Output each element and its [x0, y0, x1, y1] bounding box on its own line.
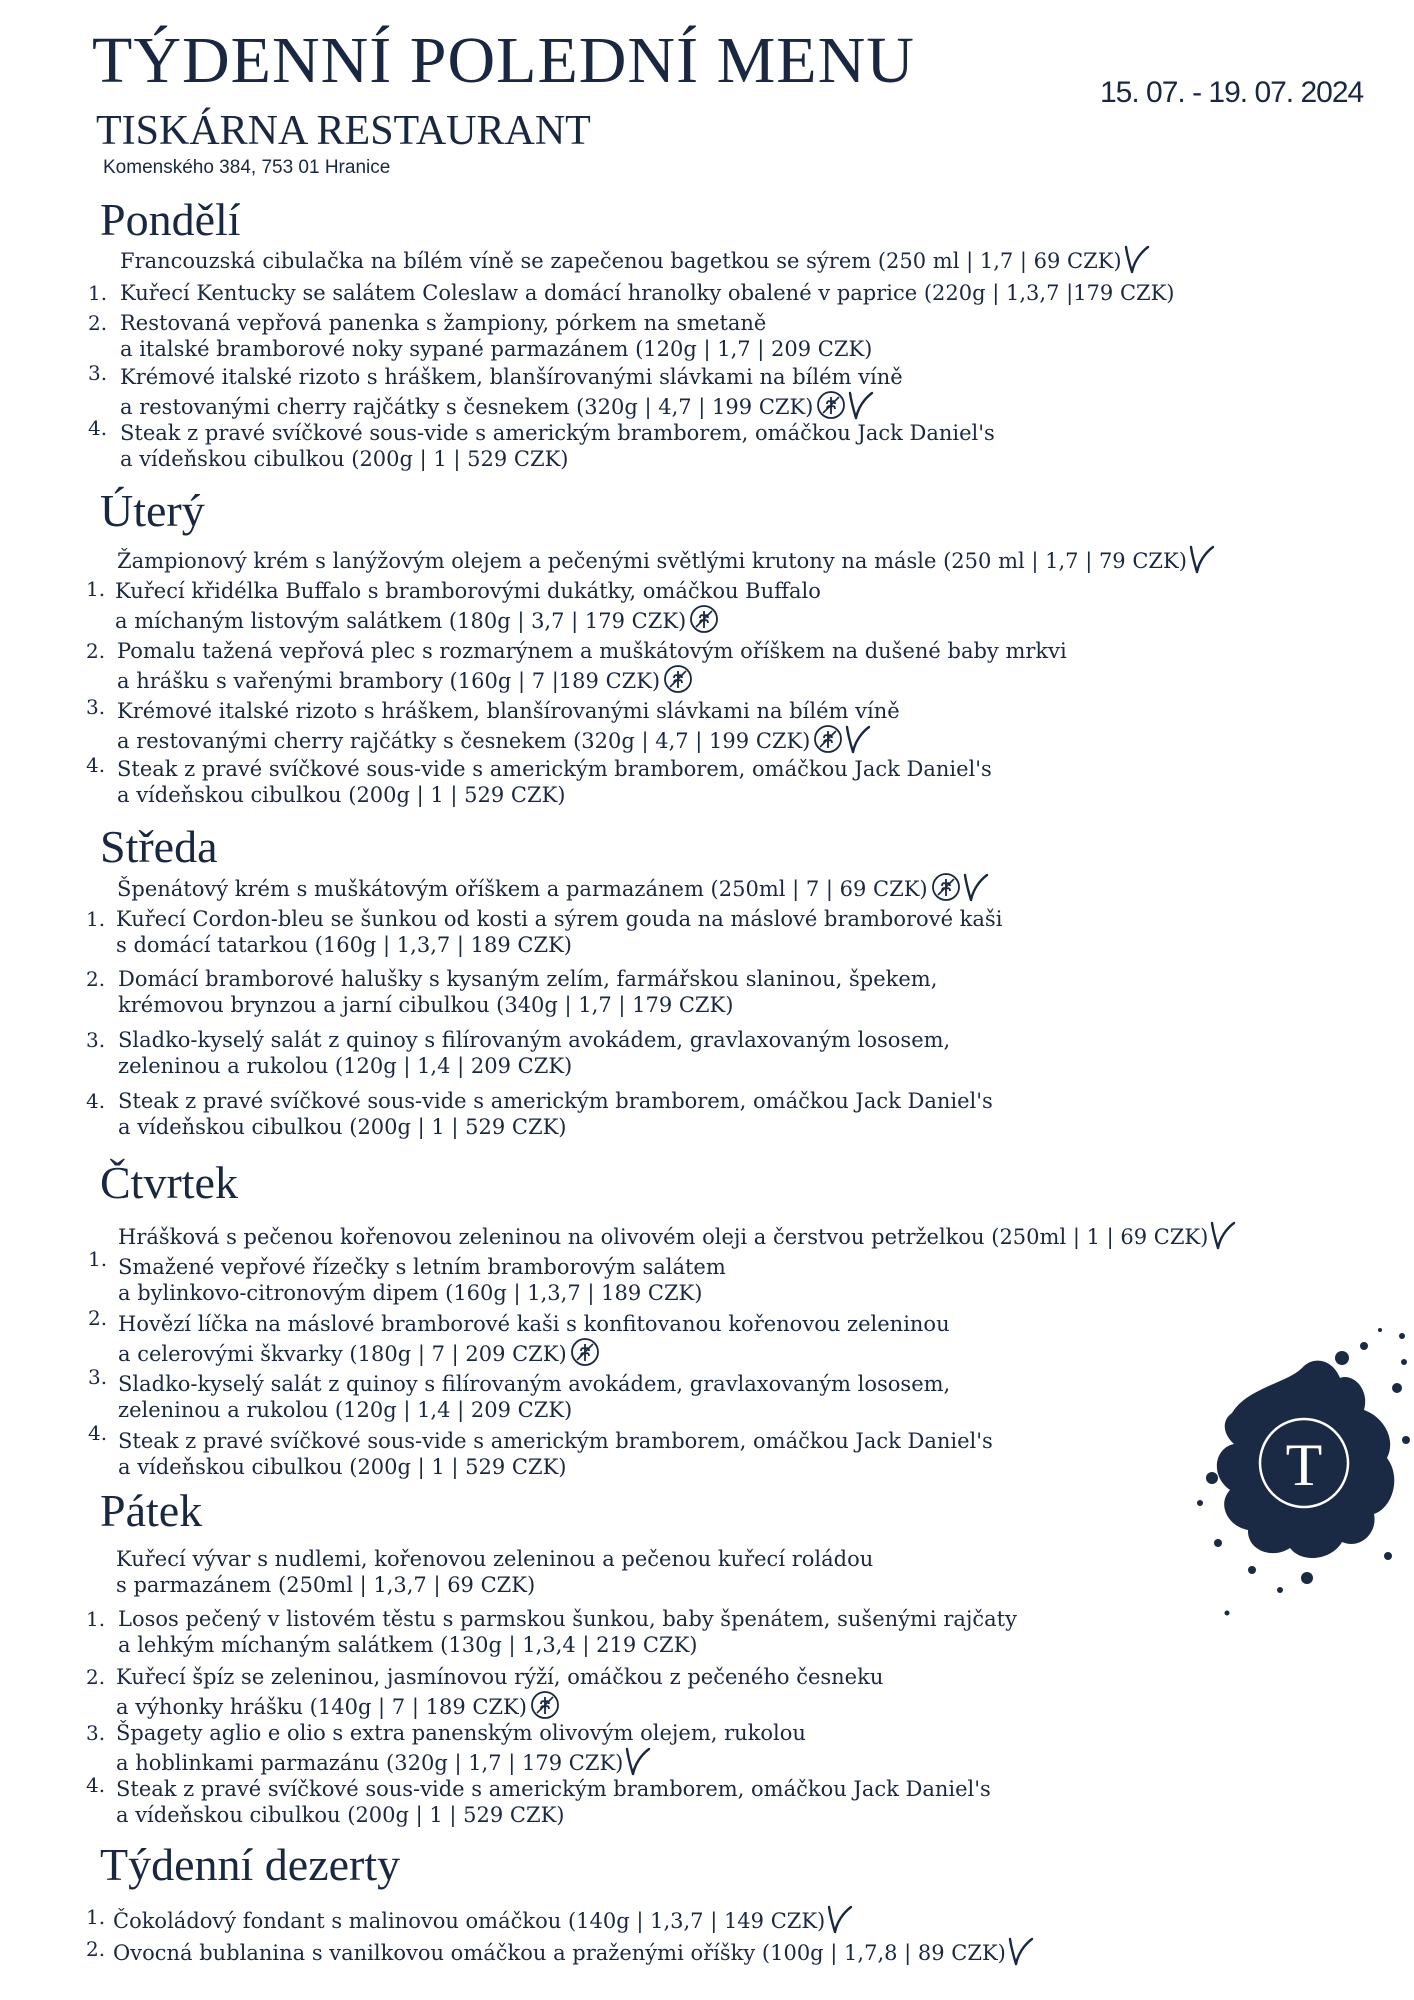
item-number: 1. — [86, 907, 106, 931]
logo-letter: T — [1285, 1432, 1323, 1498]
soup-wednesday: Špenátový krém s muškátovým oříškem a parmazánem (250ml | 7 | 69 CZK) — [117, 872, 989, 902]
day-title-thursday: Čtvrtek — [100, 1157, 238, 1208]
gluten-free-icon — [816, 390, 846, 420]
gluten-free-icon — [663, 664, 693, 694]
menu-item-monday-2: Restovaná vepřová panenka s žampiony, pórkem na smetaně a italské bramborové noky sypané parmazánem (120g | 1,7 | 209 CZK) — [120, 311, 873, 361]
item-number: 4. — [88, 1421, 108, 1445]
gluten-free-icon — [689, 604, 719, 634]
gluten-free-icon — [813, 724, 843, 754]
menu-item-friday-3: Špagety aglio e olio s extra panenským olivovým olejem, rukolou a hoblinkami parmazánu (320g | 1,7 | 179 CZK) — [116, 1721, 806, 1775]
soup-friday: Kuřecí vývar s nudlemi, kořenovou zeleninou a pečenou kuřecí roládou s parmazánem (250ml | 1,3,7 | 69 CZK) — [116, 1547, 874, 1597]
item-number: 4. — [86, 753, 106, 777]
menu-item-wednesday-4: Steak z pravé svíčkové sous-vide s americkým bramborem, omáčkou Jack Daniel's a vídeňskou cibulkou (200g | 1 | 529 CZK) — [118, 1089, 993, 1139]
day-title-tuesday: Úterý — [100, 485, 205, 536]
dessert-item-2: Ovocná bublanina s vanilkovou omáčkou a praženými oříšky (100g | 1,7,8 | 89 CZK) — [113, 1936, 1034, 1966]
leaf-icon — [963, 872, 989, 902]
menu-item-thursday-3: Sladko-kyselý salát z quinoy s filírovaným avokádem, gravlaxovaným lososem, zeleninou a rukolou (120g | 1,4 | 209 CZK) — [118, 1372, 951, 1422]
leaf-icon — [848, 390, 874, 420]
day-title-wednesday: Středa — [100, 821, 218, 872]
menu-item-wednesday-3: Sladko-kyselý salát z quinoy s filírovaným avokádem, gravlaxovaným lososem, zeleninou a rukolou (120g | 1,4 | 209 CZK) — [118, 1028, 951, 1078]
day-title-friday: Pátek — [100, 1485, 203, 1536]
item-number: 1. — [86, 577, 106, 601]
menu-item-tuesday-1: Kuřecí křidélka Buffalo s bramborovými dukátky, omáčkou Buffalo a míchaným listovým salátkem (180g | 3,7 | 179 CZK) — [115, 579, 821, 633]
item-number: 2. — [86, 1665, 106, 1689]
soup-thursday: Hrášková s pečenou kořenovou zeleninou na olivovém oleji a čerstvou petrželkou (250ml | 1 | 69 CZK) — [118, 1220, 1236, 1250]
gluten-free-icon — [530, 1690, 560, 1720]
item-number: 3. — [88, 1365, 108, 1389]
item-number: 2. — [86, 1937, 106, 1961]
item-number: 2. — [88, 1306, 108, 1330]
item-number: 3. — [88, 361, 108, 385]
gluten-free-icon — [570, 1337, 600, 1367]
item-number: 1. — [86, 1905, 106, 1929]
item-number: 1. — [88, 1247, 108, 1271]
gluten-free-icon — [931, 872, 961, 902]
menu-item-friday-4: Steak z pravé svíčkové sous-vide s americkým bramborem, omáčkou Jack Daniel's a vídeňskou cibulkou (200g | 1 | 529 CZK) — [116, 1777, 991, 1827]
restaurant-address: Komenského 384, 753 01 Hranice — [103, 157, 391, 178]
menu-item-tuesday-2: Pomalu tažená vepřová plec s rozmarýnem a muškátovým oříškem na dušené baby mrkvi a hrášku s vařenými brambory (160g | 7 |189 CZK) — [117, 639, 1067, 693]
soup-tuesday: Žampionový krém s lanýžovým olejem a pečenými světlými krutony na másle (250 ml | 1,7 | 79 CZK) — [117, 544, 1215, 574]
menu-item-wednesday-2: Domácí bramborové halušky s kysaným zelím, farmářskou slaninou, špekem, krémovou brynzou a jarní cibulkou (340g | 1,7 | 179 CZK) — [118, 967, 938, 1017]
item-number: 3. — [86, 1028, 106, 1052]
menu-item-tuesday-3: Krémové italské rizoto s hráškem, blanšírovanými slávkami na bílém víně a restovanými cherry rajčátky s česnekem (320g | 4,7 | 199 CZK) — [117, 699, 900, 753]
item-number: 4. — [86, 1773, 106, 1797]
menu-item-monday-3: Krémové italské rizoto s hráškem, blanšírovanými slávkami na bílém víně a restovanými cherry rajčátky s česnekem (320g | 4,7 | 199 CZK) — [120, 365, 903, 419]
dessert-item-1: Čokoládový fondant s malinovou omáčkou (140g | 1,3,7 | 149 CZK) — [113, 1904, 853, 1934]
item-number: 1. — [88, 281, 108, 305]
leaf-icon — [625, 1746, 651, 1776]
item-number: 3. — [86, 695, 106, 719]
soup-monday: Francouzská cibulačka na bílém víně se zapečenou bagetkou se sýrem (250 ml | 1,7 | 69 CZK) — [120, 244, 1150, 274]
item-number: 4. — [88, 416, 108, 440]
menu-item-monday-1: Kuřecí Kentucky se salátem Coleslaw a domácí hranolky obalené v paprice (220g | 1,3,7 |179 CZK) — [120, 281, 1175, 305]
menu-item-tuesday-4: Steak z pravé svíčkové sous-vide s americkým bramborem, omáčkou Jack Daniel's a vídeňskou cibulkou (200g | 1 | 529 CZK) — [117, 757, 992, 807]
menu-item-friday-1: Losos pečený v listovém těstu s parmskou šunkou, baby špenátem, sušenými rajčaty a lehkým míchaným salátkem (130g | 1,3,4 | 219 CZK) — [118, 1607, 1017, 1657]
item-number: 3. — [86, 1721, 106, 1745]
leaf-icon — [1210, 1220, 1236, 1250]
leaf-icon — [827, 1904, 853, 1934]
desserts-title: Týdenní dezerty — [100, 1839, 401, 1890]
item-number: 4. — [86, 1089, 106, 1113]
menu-item-thursday-4: Steak z pravé svíčkové sous-vide s americkým bramborem, omáčkou Jack Daniel's a vídeňskou cibulkou (200g | 1 | 529 CZK) — [118, 1429, 993, 1479]
menu-item-wednesday-1: Kuřecí Cordon-bleu se šunkou od kosti a sýrem gouda na máslové bramborové kaši s domácí tatarkou (160g | 1,3,7 | 189 CZK) — [116, 907, 1003, 957]
item-number: 2. — [88, 311, 108, 335]
restaurant-name: TISKÁRNA RESTAURANT — [96, 108, 591, 154]
menu-item-thursday-2: Hovězí líčka na máslové bramborové kaši s konfitovanou kořenovou zeleninou a celerovými škvarky (180g | 7 | 209 CZK) — [118, 1312, 950, 1366]
menu-item-monday-4: Steak z pravé svíčkové sous-vide s americkým bramborem, omáčkou Jack Daniel's a vídeňskou cibulkou (200g | 1 | 529 CZK) — [120, 421, 995, 471]
menu-item-friday-2: Kuřecí špíz se zeleninou, jasmínovou rýží, omáčkou z pečeného česneku a výhonky hrášku (140g | 7 | 189 CZK) — [116, 1665, 884, 1719]
day-title-monday: Pondělí — [100, 194, 241, 245]
leaf-icon — [1008, 1936, 1034, 1966]
date-range: 15. 07. - 19. 07. 2024 — [1100, 76, 1364, 109]
item-number: 2. — [86, 967, 106, 991]
page-title: TÝDENNÍ POLEDNÍ MENU — [92, 24, 915, 97]
menu-item-thursday-1: Smažené vepřové řízečky s letním bramborovým salátem a bylinkovo-citronovým dipem (160g | 1,3,7 | 189 CZK) — [118, 1255, 726, 1305]
item-number: 1. — [86, 1607, 106, 1631]
leaf-icon — [1189, 544, 1215, 574]
restaurant-logo — [1192, 1328, 1414, 1628]
item-number: 2. — [86, 639, 106, 663]
leaf-icon — [1124, 244, 1150, 274]
leaf-icon — [845, 724, 871, 754]
